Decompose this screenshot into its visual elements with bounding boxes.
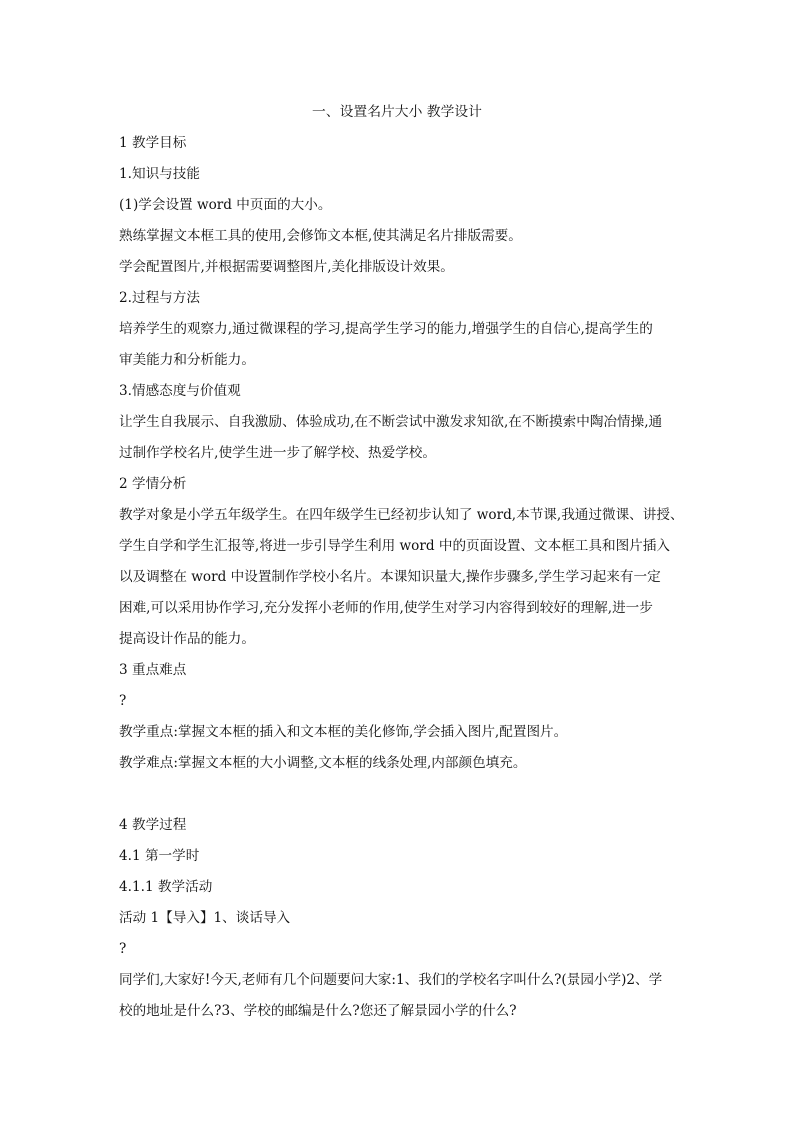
paragraph-line: 教学难点:掌握文本框的大小调整,文本框的线条处理,内部颜色填充。	[119, 755, 527, 771]
paragraph-line: 同学们,大家好!今天,老师有几个问题要问大家:1、我们的学校名字叫什么?(景园小学)2、学	[119, 972, 663, 988]
subheading-attitude-values: 3.情感态度与价值观	[119, 383, 241, 399]
paragraph-line: 以及调整在 word 中设置制作学校小名片。本课知识量大,操作步骤多,学生学习起来有一定	[119, 569, 661, 585]
question-mark-line: ?	[119, 941, 127, 957]
paragraph-line: 校的地址是什么?3、学校的邮编是什么?您还了解景园小学的什么?	[119, 1003, 517, 1019]
paragraph-line: 过制作学校名片,使学生进一步了解学校、热爱学校。	[119, 445, 436, 461]
paragraph-line: 教学重点:掌握文本框的插入和文本框的美化修饰,学会插入图片,配置图片。	[119, 724, 568, 740]
paragraph-line: 教学对象是小学五年级学生。在四年级学生已经初步认知了 word,本节课,我通过微课、讲授、	[119, 507, 684, 523]
paragraph-line: 审美能力和分析能力。	[119, 352, 255, 368]
subheading-first-period: 4.1 第一学时	[119, 848, 200, 864]
paragraph-line: 熟练掌握文本框工具的使用,会修饰文本框,使其满足名片排版需要。	[119, 228, 522, 244]
subheading-teaching-activity: 4.1.1 教学活动	[119, 879, 213, 895]
question-mark-line: ?	[119, 693, 127, 709]
subheading-knowledge-skills: 1.知识与技能	[119, 166, 200, 182]
paragraph-line: 让学生自我展示、自我激励、体验成功,在不断尝试中激发求知欲,在不断摸索中陶冶情操,通	[119, 414, 663, 430]
paragraph-line: 培养学生的观察力,通过微课程的学习,提高学生学习的能力,增强学生的自信心,提高学生的	[119, 321, 653, 337]
paragraph-line: 提高设计作品的能力。	[119, 631, 255, 647]
paragraph-line: 困难,可以采用协作学习,充分发挥小老师的作用,使学生对学习内容得到较好的理解,进一步	[119, 600, 653, 616]
section-heading-teaching-process: 4 教学过程	[119, 817, 187, 833]
section-heading-student-analysis: 2 学情分析	[119, 476, 187, 492]
section-heading-teaching-goals: 1 教学目标	[119, 135, 187, 151]
paragraph-line: 学会配置图片,并根据需要调整图片,美化排版设计效果。	[119, 259, 454, 275]
document-title: 一、设置名片大小 教学设计	[312, 104, 482, 120]
section-heading-key-difficult: 3 重点难点	[119, 662, 187, 678]
subheading-process-method: 2.过程与方法	[119, 290, 200, 306]
paragraph-line: 学生自学和学生汇报等,将进一步引导学生利用 word 中的页面设置、文本框工具和图片插入	[119, 538, 670, 554]
paragraph-line: (1)学会设置 word 中页面的大小。	[119, 197, 332, 213]
activity-heading: 活动 1【导入】1、谈话导入	[119, 910, 291, 926]
